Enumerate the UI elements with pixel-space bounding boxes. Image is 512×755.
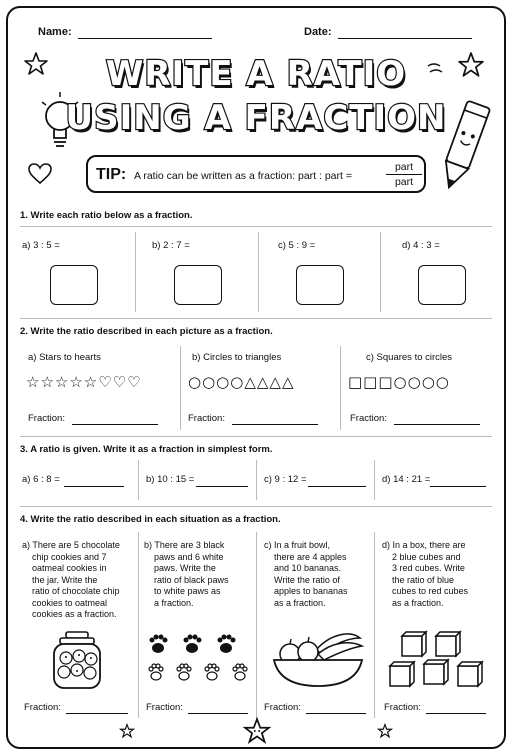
divider: [340, 346, 341, 430]
heart-icon: [28, 163, 52, 185]
simplest-item-b: b) 10 : 15 =: [146, 474, 195, 485]
tip-box: [86, 155, 426, 193]
simplest-answer-line[interactable]: [64, 486, 124, 487]
divider: [180, 346, 181, 430]
fraction-answer-line[interactable]: [394, 424, 480, 425]
fraction-label: Fraction:: [146, 702, 183, 713]
answer-box-a[interactable]: [50, 265, 98, 305]
simplest-answer-line[interactable]: [430, 486, 486, 487]
fraction-answer-line[interactable]: [188, 713, 248, 714]
divider: [374, 532, 375, 718]
simplest-item-a: a) 6 : 8 =: [22, 474, 60, 485]
ratio-item-b: b) 2 : 7 =: [152, 240, 190, 251]
divider: [138, 532, 139, 718]
answer-box-b[interactable]: [174, 265, 222, 305]
picture-item-c-label: c) Squares to circles: [366, 352, 453, 363]
fraction-label: Fraction:: [384, 702, 421, 713]
tip-fraction-denominator: part: [394, 176, 414, 188]
divider: [374, 460, 375, 500]
fruit-bowl-icon: [270, 628, 366, 690]
divider: [256, 532, 257, 718]
divider: [20, 436, 492, 437]
section-4-heading: 4. Write the ratio described in each situation as a fraction.: [20, 514, 281, 525]
divider: [20, 318, 492, 319]
ratio-item-c: c) 5 : 9 =: [278, 240, 316, 251]
divider: [135, 232, 136, 312]
star-icon: [120, 724, 134, 738]
star-icon: [378, 724, 392, 738]
section-1-heading: 1. Write each ratio below as a fraction.: [20, 210, 193, 221]
situation-b-text: b) There are 3 black paws and 6 white paws. Write the ratio of black paws to white paws as a fraction.: [144, 540, 229, 608]
situation-a-text: a) There are 5 chocolate chip cookies and 7 oatmeal cookies in the jar. Write the ratio of chocolate chip cookies to oatmeal cookies as a fraction.: [22, 540, 120, 619]
ratio-item-d: d) 4 : 3 =: [402, 240, 440, 251]
paw-prints-icon: [146, 632, 254, 686]
simplest-answer-line[interactable]: [196, 486, 248, 487]
fraction-answer-line[interactable]: [232, 424, 318, 425]
tip-fraction-numerator: part: [386, 160, 422, 175]
situation-d-text: d) In a box, there are 2 blue cubes and 3 red cubes. Write the ratio of blue cubes to red cubes as a fraction.: [382, 540, 469, 608]
fraction-answer-line[interactable]: [72, 424, 158, 425]
fraction-label: Fraction:: [24, 702, 61, 713]
fraction-label: Fraction:: [264, 702, 301, 713]
fraction-answer-line[interactable]: [426, 713, 486, 714]
cookie-jar-icon: [50, 630, 104, 690]
answer-box-c[interactable]: [296, 265, 344, 305]
simplest-item-c: c) 9 : 12 =: [264, 474, 307, 485]
divider: [20, 226, 492, 227]
circles-and-triangles: ○○○○△△△△: [188, 373, 295, 391]
section-2-heading: 2. Write the ratio described in each picture as a fraction.: [20, 326, 273, 337]
fraction-label: Fraction:: [28, 413, 65, 424]
fraction-answer-line[interactable]: [306, 713, 366, 714]
fraction-answer-line[interactable]: [66, 713, 128, 714]
situation-c-text: c) In a fruit bowl, there are 4 apples and 10 bananas. Write the ratio of apples to bananas as a fraction.: [264, 540, 348, 608]
picture-item-b-label: b) Circles to triangles: [192, 352, 282, 363]
answer-box-d[interactable]: [418, 265, 466, 305]
squares-and-circles: □□□○○○○: [348, 373, 450, 391]
star-face-icon: [244, 718, 270, 744]
divider: [20, 506, 492, 507]
stars-and-hearts: ☆☆☆☆☆♡♡♡: [26, 373, 142, 391]
fraction-label: Fraction:: [350, 413, 387, 424]
title-line-2: USING A FRACTION: [65, 98, 447, 138]
simplest-answer-line[interactable]: [308, 486, 366, 487]
divider: [380, 232, 381, 312]
ratio-item-a: a) 3 : 5 =: [22, 240, 60, 251]
name-field[interactable]: [78, 38, 212, 39]
picture-item-a-label: a) Stars to hearts: [28, 352, 101, 363]
simplest-item-d: d) 14 : 21 =: [382, 474, 431, 485]
divider: [256, 460, 257, 500]
divider: [138, 460, 139, 500]
date-field[interactable]: [338, 38, 472, 39]
fraction-label: Fraction:: [188, 413, 225, 424]
tip-label: TIP:: [96, 166, 127, 183]
date-label: Date:: [304, 26, 332, 38]
divider: [258, 232, 259, 312]
name-label: Name:: [38, 26, 72, 38]
tip-text: A ratio can be written as a fraction: part : part =: [134, 170, 352, 182]
tip-fraction: [386, 160, 422, 189]
title-line-1: WRITE A RATIO: [105, 54, 407, 94]
section-3-heading: 3. A ratio is given. Write it as a fraction in simplest form.: [20, 444, 273, 455]
cubes-icon: [388, 630, 488, 690]
